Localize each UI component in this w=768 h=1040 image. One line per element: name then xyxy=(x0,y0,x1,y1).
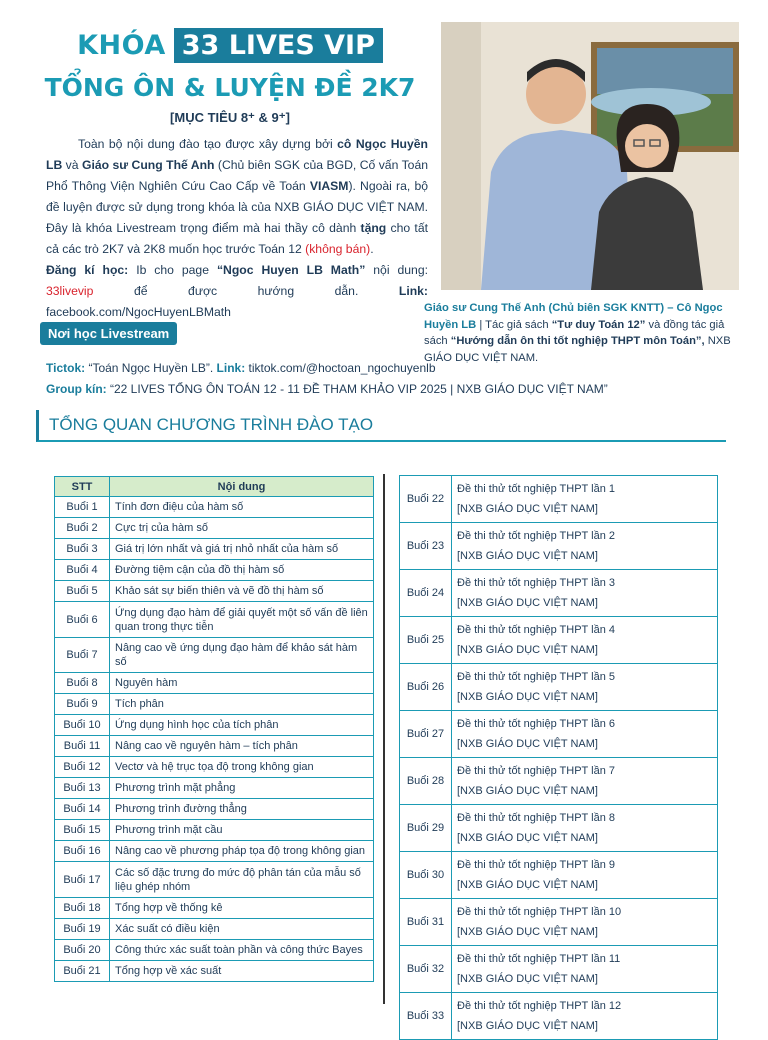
table-row xyxy=(55,841,374,862)
session-number: Buổi 26 xyxy=(400,664,452,711)
table-row xyxy=(400,946,718,993)
exam-title: Đề thi thử tốt nghiệp THPT lần 6 xyxy=(457,718,615,730)
tiktok-line xyxy=(46,358,746,379)
course-target: [MỤC TIÊU 8⁺ & 9⁺] xyxy=(170,110,290,125)
table-row xyxy=(55,736,374,757)
tiktok-label: Tictok: xyxy=(46,361,86,375)
session-number: Buổi 23 xyxy=(400,523,452,570)
session-number: Buổi 10 xyxy=(55,715,110,736)
schedule-table-right xyxy=(399,475,718,1040)
register-label: Đăng kí học: xyxy=(46,263,129,277)
register-code: 33livevip xyxy=(46,284,94,298)
session-topic xyxy=(452,664,718,711)
table-header-row xyxy=(55,477,374,497)
table-row xyxy=(400,852,718,899)
session-topic xyxy=(452,993,718,1040)
session-number: Buổi 7 xyxy=(55,638,110,673)
intro-text: (Chủ biên SGK của BGD, Cố vấn Toán Phổ Thông Viện Nghiên Cứu Cao Cấp về Toán xyxy=(46,158,429,193)
session-number: Buổi 17 xyxy=(55,862,110,898)
session-topic: Vectơ và hệ trục tọa độ trong không gian xyxy=(110,757,374,778)
course-header xyxy=(40,22,420,126)
table-row xyxy=(55,715,374,736)
exam-title: Đề thi thử tốt nghiệp THPT lần 12 xyxy=(457,1000,622,1012)
register-text: để được hướng dẫn. xyxy=(93,284,399,298)
table-row xyxy=(55,898,374,919)
session-topic xyxy=(452,758,718,805)
session-number: Buổi 15 xyxy=(55,820,110,841)
table-row xyxy=(55,560,374,581)
tiktok-name: “Toán Ngọc Huyền LB”. xyxy=(85,361,217,375)
session-number: Buổi 33 xyxy=(400,993,452,1040)
schedule-table-left xyxy=(54,476,374,982)
table-row xyxy=(55,961,374,982)
session-topic: Nâng cao về ứng dụng đạo hàm để khảo sát hàm số xyxy=(110,638,374,673)
exam-title: Đề thi thử tốt nghiệp THPT lần 10 xyxy=(457,906,622,918)
session-topic: Khảo sát sự biến thiên và vẽ đồ thị hàm số xyxy=(110,581,374,602)
table-row xyxy=(55,581,374,602)
register-text: nội dung: xyxy=(365,263,428,277)
header-content: Nội dung xyxy=(110,477,374,497)
caption-text: và đồng tác giả sách xyxy=(424,318,725,347)
session-topic xyxy=(452,617,718,664)
caption-text: | Tác giả sách xyxy=(476,318,552,331)
session-number: Buổi 19 xyxy=(55,919,110,940)
table-row xyxy=(400,523,718,570)
session-number: Buổi 12 xyxy=(55,757,110,778)
course-subtitle: TỔNG ÔN & LUYỆN ĐỀ 2K7 xyxy=(44,73,416,102)
session-number: Buổi 27 xyxy=(400,711,452,758)
session-topic: Phương trình đường thẳng xyxy=(110,799,374,820)
table-row xyxy=(55,602,374,638)
table-row xyxy=(55,673,374,694)
group-name: “22 LIVES TỔNG ÔN TOÁN 12 - 11 ĐỀ THAM KHẢO VIP 2025 | NXB GIÁO DỤC VIỆT NAM” xyxy=(106,382,608,396)
intro-text: Toàn bộ nội dung đào tạo được xây dựng bởi xyxy=(78,137,338,151)
session-topic: Đường tiệm cận của đồ thị hàm số xyxy=(110,560,374,581)
group-line xyxy=(46,379,746,400)
column-divider xyxy=(383,474,385,1004)
session-number: Buổi 6 xyxy=(55,602,110,638)
exam-publisher: [NXB GIÁO DỤC VIỆT NAM] xyxy=(457,550,598,562)
table-row xyxy=(55,638,374,673)
session-number: Buổi 14 xyxy=(55,799,110,820)
session-number: Buổi 20 xyxy=(55,940,110,961)
session-topic xyxy=(452,523,718,570)
book-title: “Hướng dẫn ôn thi tốt nghiệp THPT môn Toán”, xyxy=(450,335,705,347)
session-number: Buổi 31 xyxy=(400,899,452,946)
session-number: Buổi 29 xyxy=(400,805,452,852)
session-topic: Tổng hợp về thống kê xyxy=(110,898,374,919)
table-row xyxy=(55,862,374,898)
tiktok-link[interactable]: tiktok.com/@hoctoan_ngochuyenlb xyxy=(245,361,436,375)
exam-publisher: [NXB GIÁO DỤC VIỆT NAM] xyxy=(457,973,598,985)
group-label: Group kín: xyxy=(46,382,107,396)
exam-title: Đề thi thử tốt nghiệp THPT lần 3 xyxy=(457,577,615,589)
session-topic: Tổng hợp về xác suất xyxy=(110,961,374,982)
session-topic: Tích phân xyxy=(110,694,374,715)
exam-publisher: [NXB GIÁO DỤC VIỆT NAM] xyxy=(457,644,598,656)
viasm-label: VIASM xyxy=(309,179,349,193)
intro-text: cho tất cả các trò 2K7 và 2K8 muốn học trước Toán 12 xyxy=(46,221,428,256)
livestream-badge: Nơi học Livestream xyxy=(40,322,177,345)
session-number: Buổi 24 xyxy=(400,570,452,617)
session-topic xyxy=(452,852,718,899)
session-number: Buổi 1 xyxy=(55,497,110,518)
table-row xyxy=(55,694,374,715)
session-topic: Ứng dụng đạo hàm để giải quyết một số vấn đề liên quan trong thực tiễn xyxy=(110,602,374,638)
teachers-photo xyxy=(441,22,739,290)
exam-title: Đề thi thử tốt nghiệp THPT lần 11 xyxy=(457,953,621,965)
not-for-sale-note: (không bán) xyxy=(305,242,371,256)
exam-publisher: [NXB GIÁO DỤC VIỆT NAM] xyxy=(457,879,598,891)
session-number: Buổi 28 xyxy=(400,758,452,805)
session-number: Buổi 8 xyxy=(55,673,110,694)
table-row xyxy=(400,664,718,711)
table-row xyxy=(400,476,718,523)
book-title: “Tư duy Toán 12” xyxy=(551,318,646,331)
exam-title: Đề thi thử tốt nghiệp THPT lần 7 xyxy=(457,765,615,777)
session-topic xyxy=(452,476,718,523)
exam-title: Đề thi thử tốt nghiệp THPT lần 9 xyxy=(457,859,615,871)
session-topic: Nâng cao về nguyên hàm – tích phân xyxy=(110,736,374,757)
table-row xyxy=(400,758,718,805)
intro-paragraph xyxy=(46,134,428,323)
tiktok-link-label: Link: xyxy=(216,361,246,375)
teacher-name: cô Ngọc Huyền LB xyxy=(46,137,428,172)
header-stt: STT xyxy=(55,477,110,497)
table-row xyxy=(55,940,374,961)
session-number: Buổi 2 xyxy=(55,518,110,539)
exam-publisher: [NXB GIÁO DỤC VIỆT NAM] xyxy=(457,785,598,797)
session-topic xyxy=(452,899,718,946)
exam-publisher: [NXB GIÁO DỤC VIỆT NAM] xyxy=(457,926,598,938)
session-number: Buổi 18 xyxy=(55,898,110,919)
session-topic xyxy=(452,946,718,993)
session-topic: Tính đơn điệu của hàm số xyxy=(110,497,374,518)
session-topic: Cực trị của hàm số xyxy=(110,518,374,539)
session-topic: Phương trình mặt phẳng xyxy=(110,778,374,799)
register-page-name: “Ngoc Huyen LB Math” xyxy=(216,263,366,277)
table-row xyxy=(55,778,374,799)
table-row xyxy=(55,757,374,778)
session-number: Buổi 4 xyxy=(55,560,110,581)
livestream-links xyxy=(46,358,746,400)
teachers-photo-illustration xyxy=(441,22,739,290)
photo-caption xyxy=(424,300,750,366)
session-topic xyxy=(452,711,718,758)
register-link-label: Link: xyxy=(398,284,428,298)
session-number: Buổi 5 xyxy=(55,581,110,602)
table-row xyxy=(55,919,374,940)
exam-publisher: [NXB GIÁO DỤC VIỆT NAM] xyxy=(457,738,598,750)
session-topic: Xác suất có điều kiện xyxy=(110,919,374,940)
session-number: Buổi 13 xyxy=(55,778,110,799)
register-text: Ib cho page xyxy=(128,263,217,277)
session-topic: Phương trình mặt cầu xyxy=(110,820,374,841)
course-title-highlight: 33 LIVES VIP xyxy=(174,28,383,63)
session-number: Buổi 16 xyxy=(55,841,110,862)
session-topic xyxy=(452,805,718,852)
table-row xyxy=(400,805,718,852)
table-row xyxy=(55,497,374,518)
section-title: TỔNG QUAN CHƯƠNG TRÌNH ĐÀO TẠO xyxy=(49,415,374,434)
session-number: Buổi 9 xyxy=(55,694,110,715)
caption-text: NXB GIÁO DỤC VIỆT NAM. xyxy=(424,335,731,364)
session-number: Buổi 25 xyxy=(400,617,452,664)
session-number: Buổi 11 xyxy=(55,736,110,757)
session-topic: Các số đặc trưng đo mức độ phân tán của mẫu số liệu ghép nhóm xyxy=(110,862,374,898)
table-row xyxy=(55,518,374,539)
session-number: Buổi 3 xyxy=(55,539,110,560)
exam-title: Đề thi thử tốt nghiệp THPT lần 8 xyxy=(457,812,615,824)
table-row xyxy=(55,539,374,560)
table-row xyxy=(400,711,718,758)
session-topic: Ứng dụng hình học của tích phân xyxy=(110,715,374,736)
caption-heading: Giáo sư Cung Thế Anh (Chủ biên SGK KNTT) – Cô Ngọc Huyền LB xyxy=(424,302,723,331)
professor-name: Giáo sư Cung Thế Anh xyxy=(82,158,215,172)
exam-title: Đề thi thử tốt nghiệp THPT lần 2 xyxy=(457,530,615,542)
facebook-link[interactable]: facebook.com/NgocHuyenLBMath xyxy=(46,305,231,319)
table-row xyxy=(55,799,374,820)
exam-publisher: [NXB GIÁO DỤC VIỆT NAM] xyxy=(457,691,598,703)
course-title-prefix: KHÓA xyxy=(77,30,166,61)
table-row xyxy=(55,820,374,841)
session-topic: Nguyên hàm xyxy=(110,673,374,694)
exam-publisher: [NXB GIÁO DỤC VIỆT NAM] xyxy=(457,597,598,609)
session-number: Buổi 32 xyxy=(400,946,452,993)
exam-publisher: [NXB GIÁO DỤC VIỆT NAM] xyxy=(457,832,598,844)
table-row xyxy=(400,617,718,664)
section-heading xyxy=(36,410,726,442)
exam-publisher: [NXB GIÁO DỤC VIỆT NAM] xyxy=(457,503,598,515)
table-row xyxy=(400,899,718,946)
session-topic: Công thức xác suất toàn phần và công thức Bayes xyxy=(110,940,374,961)
intro-text: ). Ngoài ra, bộ đề luyện được sử dụng trong khóa là của NXB GIÁO DỤC VIỆT NAM. Đây là khóa Livestream trọng điểm mà hai thầy cô dành xyxy=(46,179,428,235)
intro-text: . xyxy=(370,242,374,256)
session-topic: Giá trị lớn nhất và giá trị nhỏ nhất của hàm số xyxy=(110,539,374,560)
session-topic xyxy=(452,570,718,617)
session-number: Buổi 22 xyxy=(400,476,452,523)
table-row xyxy=(400,570,718,617)
exam-publisher: [NXB GIÁO DỤC VIỆT NAM] xyxy=(457,1020,598,1032)
course-title xyxy=(40,28,420,63)
session-topic: Nâng cao về phương pháp tọa độ trong không gian xyxy=(110,841,374,862)
exam-title: Đề thi thử tốt nghiệp THPT lần 4 xyxy=(457,624,615,636)
exam-title: Đề thi thử tốt nghiệp THPT lần 5 xyxy=(457,671,615,683)
session-number: Buổi 21 xyxy=(55,961,110,982)
exam-title: Đề thi thử tốt nghiệp THPT lần 1 xyxy=(457,483,615,495)
intro-text: và xyxy=(62,158,82,172)
gift-word: tặng xyxy=(360,221,387,235)
table-row xyxy=(400,993,718,1040)
session-number: Buổi 30 xyxy=(400,852,452,899)
